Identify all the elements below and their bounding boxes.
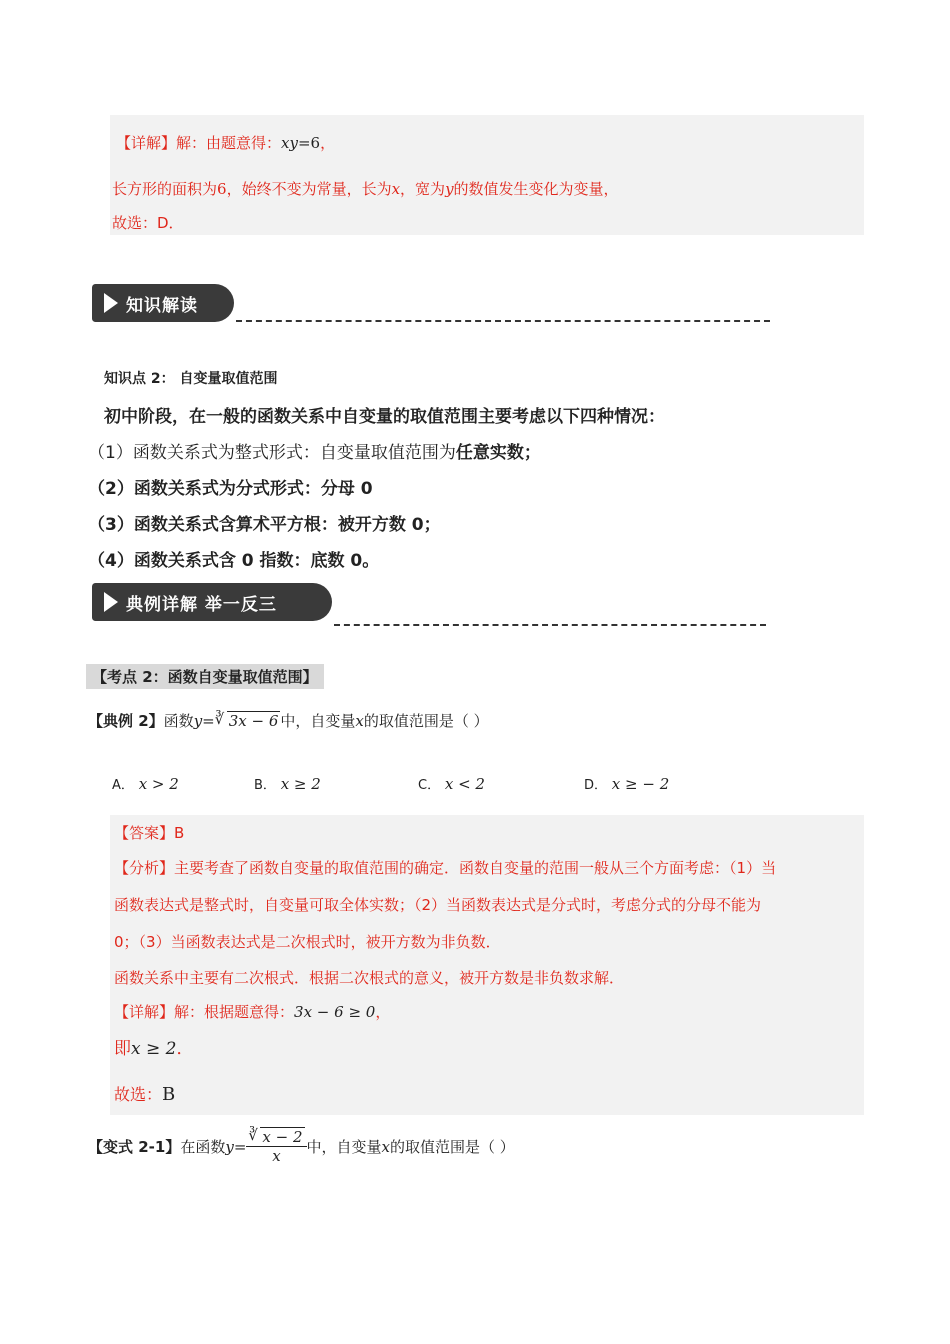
variant-post-b: 的取值范围是（ ） <box>390 1138 515 1156</box>
analysis-line-2: 函数表达式是整式时，自变量可取全体实数；（2）当函数表达式是分式时，考虑分式的分母不能为 <box>114 896 762 914</box>
answer-choose-value: B <box>162 1084 176 1105</box>
option-expr: x ≥ 2 <box>280 775 321 793</box>
banner-divider <box>236 320 770 322</box>
knowledge-item-3: （3）函数关系式含算术平方根：被开方数 0； <box>88 515 441 535</box>
knowledge-intro: 初中阶段，在一般的函数关系中自变量的取值范围主要考虑以下四种情况： <box>104 407 665 427</box>
option-expr: x ≥ − 2 <box>611 775 670 793</box>
analysis-text-1: 主要考查了函数自变量的取值范围的确定．函数自变量的范围一般从三个方面考虑：（1）当 <box>174 859 777 877</box>
knowledge-item-1 <box>88 438 541 463</box>
knowledge-item-4: （4）函数关系式含 0 指数：底数 0。 <box>88 551 380 571</box>
banner-label: 典例详解 举一反三 <box>126 594 277 615</box>
line2-text-b: ，始终不变为常量，长为 <box>226 180 392 198</box>
example-x: x <box>355 712 364 730</box>
answer-detail-comma: ， <box>375 1003 391 1021</box>
fraction-numerator <box>246 1128 306 1147</box>
radical-sign-icon: ∛ <box>214 710 225 728</box>
example-eq: = <box>202 712 215 730</box>
answer-detail-text: 解：根据题意得： <box>174 1003 295 1021</box>
variant-radical <box>248 1128 304 1146</box>
example-post-b: 的取值范围是（ ） <box>363 712 489 730</box>
analysis-tag: 【分析】 <box>114 859 175 877</box>
answer-line <box>114 822 184 843</box>
knowledge-heading: 知识点 2： 自变量取值范围 <box>104 371 278 387</box>
option-letter: B． <box>254 778 276 793</box>
eq-comma: ， <box>320 134 336 152</box>
detail-line-2 <box>112 178 619 199</box>
topic-tag: 【考点 2：函数自变量取值范围】 <box>86 664 324 689</box>
variant-tag: 【变式 2-1】 <box>88 1138 181 1156</box>
fraction-denominator: x <box>272 1147 281 1165</box>
line2-y: y <box>445 180 454 198</box>
detail-line-1 <box>116 132 335 153</box>
answer-detail-eq: 3x − 6 ≥ 0 <box>294 1003 376 1021</box>
option-d[interactable] <box>584 774 669 793</box>
detail-tag: 【详解】 <box>116 134 177 152</box>
example-radicand: 3x − 6 <box>228 712 279 730</box>
variant-post-a: 中，自变量 <box>306 1138 382 1156</box>
option-a[interactable] <box>112 774 179 793</box>
example-question <box>88 710 489 731</box>
section-banner-examples <box>92 583 332 621</box>
knowledge-item-2: （2）函数关系式为分式形式：分母 0 <box>88 479 373 499</box>
analysis-line-1 <box>114 857 776 878</box>
play-triangle-icon <box>104 293 118 313</box>
example-post-a: 中，自变量 <box>280 712 356 730</box>
variant-x: x <box>381 1137 390 1156</box>
answer-value: B <box>174 824 185 842</box>
example-y: y <box>193 712 203 730</box>
answer-ji-dot: ． <box>176 1039 194 1059</box>
detail-line-3: 故选：D． <box>112 214 184 232</box>
option-letter: C． <box>418 778 441 793</box>
option-letter: A． <box>112 778 134 793</box>
answer-detail-tag: 【详解】 <box>114 1003 175 1021</box>
analysis-line-4: 函数关系中主要有二次根式．根据二次根式的意义，被开方数是非负数求解． <box>114 969 625 987</box>
item1-text: （1）函数关系式为整式形式：自变量取值范围为 <box>88 443 456 463</box>
answer-ji-line <box>114 1034 193 1059</box>
example-tag: 【典例 2】 <box>88 712 164 730</box>
variant-radicand: x − 2 <box>262 1128 303 1146</box>
option-c[interactable] <box>418 774 485 793</box>
answer-tag: 【答案】 <box>114 824 175 842</box>
example-radical <box>215 712 281 730</box>
answer-choose-line <box>114 1082 175 1105</box>
eq-xy: xy <box>281 134 298 152</box>
example-pre: 函数 <box>163 712 194 730</box>
variant-y: y <box>225 1137 234 1156</box>
answer-ji: 即 <box>114 1039 131 1059</box>
option-b[interactable] <box>254 774 321 793</box>
option-expr: x > 2 <box>138 775 179 793</box>
play-triangle-icon <box>104 592 118 612</box>
line2-x: x <box>391 180 401 198</box>
line2-six: 6 <box>217 180 227 198</box>
line2-text-d: 的数值发生变化为变量， <box>453 180 619 198</box>
option-expr: x < 2 <box>444 775 485 793</box>
answer-ji-eq: x ≥ 2 <box>131 1039 177 1059</box>
option-letter: D． <box>584 778 608 793</box>
banner-label: 知识解读 <box>126 295 198 316</box>
radical-sign-icon: ∛ <box>248 1126 258 1144</box>
section-banner-knowledge <box>92 284 234 322</box>
answer-choose: 故选： <box>114 1085 163 1104</box>
eq-equals: = <box>297 134 311 152</box>
variant-eq: = <box>233 1137 247 1156</box>
item1-emphasis: 任意实数； <box>455 443 541 463</box>
variant-question <box>88 1128 515 1165</box>
eq-six: 6 <box>310 134 321 152</box>
variant-pre: 在函数 <box>180 1138 226 1156</box>
line2-text-a: 长方形的面积为 <box>112 180 218 198</box>
banner-divider <box>334 624 766 626</box>
variant-fraction <box>246 1128 306 1165</box>
analysis-line-3: 0；（3）当函数表达式是二次根式时，被开方数为非负数． <box>114 933 501 951</box>
answer-detail-line <box>114 1001 390 1022</box>
detail-text: 解：由题意得： <box>176 134 282 152</box>
line2-text-c: ，宽为 <box>400 180 446 198</box>
